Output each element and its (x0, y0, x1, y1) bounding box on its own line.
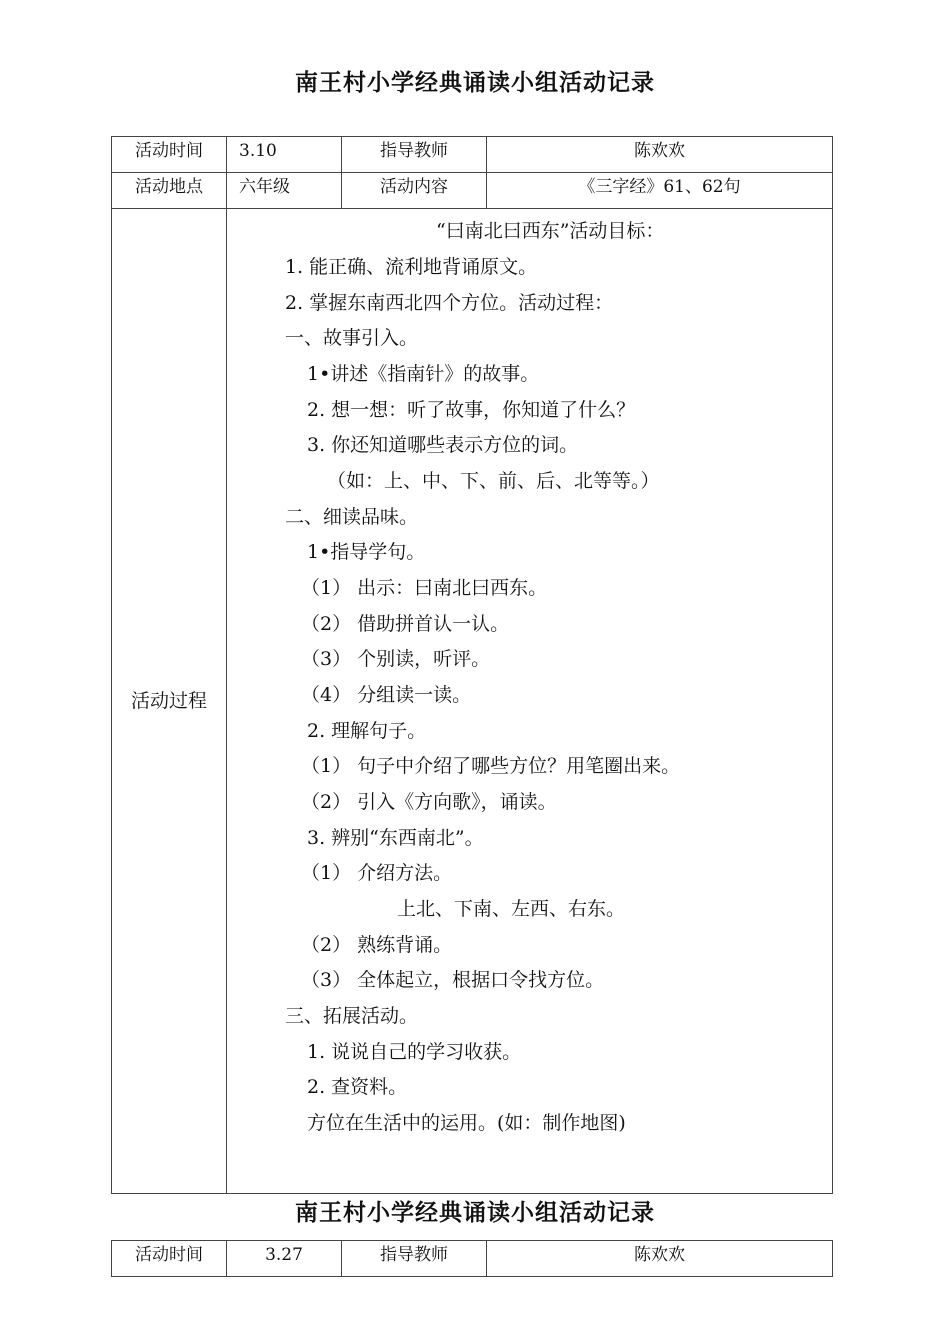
process-line: （1） 句子中介绍了哪些方位？用笔圈出来。 (301, 755, 681, 777)
process-content (227, 209, 833, 1194)
teacher-value: 陈欢欢 (487, 1241, 833, 1277)
process-label: 活动过程 (112, 209, 227, 1194)
time-label: 活动时间 (112, 137, 227, 173)
process-line: 1. 能正确、流利地背诵原文。 (285, 256, 538, 278)
process-line: 2. 理解句子。 (307, 720, 427, 742)
time-value: 3.10 (227, 137, 342, 173)
process-line: （2） 引入《方向歌》，诵读。 (301, 791, 557, 813)
time-value: 3.27 (227, 1241, 342, 1277)
process-line: “曰南北曰西东”活动目标： (436, 220, 665, 242)
process-line: （如：上、中、下、前、后、北等等。） (327, 470, 660, 492)
process-line: 方位在生活中的运用。(如：制作地图) (307, 1112, 626, 1134)
process-line: （2） 熟练背诵。 (301, 934, 453, 956)
process-line: 上北、下南、左西、右东。 (397, 898, 626, 920)
time-label: 活动时间 (112, 1241, 227, 1277)
content-label: 活动内容 (342, 173, 487, 209)
content-value: 《三字经》61、62句 (487, 173, 833, 209)
process-line: 3. 你还知道哪些表示方位的词。 (307, 434, 579, 456)
teacher-label: 指导教师 (342, 1241, 487, 1277)
process-line: （1） 介绍方法。 (301, 862, 453, 884)
process-line: 2. 掌握东南西北四个方位。活动过程： (285, 292, 614, 314)
process-line: 三、拓展活动。 (285, 1005, 419, 1027)
process-line: 一、故事引入。 (285, 327, 419, 349)
process-line: 2. 查资料。 (307, 1076, 408, 1098)
process-line: 3. 辨别“东西南北”。 (307, 827, 484, 849)
process-line: （3） 全体起立，根据口令找方位。 (301, 969, 605, 991)
place-value: 六年级 (227, 173, 342, 209)
process-line: （2） 借助拼首认一认。 (301, 613, 510, 635)
teacher-label: 指导教师 (342, 137, 487, 173)
process-line: （4） 分组读一读。 (301, 684, 472, 706)
activity-record-table-1 (111, 136, 833, 1194)
record-title-1: 南王村小学经典诵读小组活动记录 (295, 70, 655, 96)
process-line: 1. 说说自己的学习收获。 (307, 1041, 522, 1063)
place-label: 活动地点 (112, 173, 227, 209)
process-line: 1•讲述《指南针》的故事。 (307, 363, 540, 385)
process-line: 二、细读品味。 (285, 506, 419, 528)
process-line: 2. 想一想：听了故事，你知道了什么？ (307, 399, 636, 421)
teacher-value: 陈欢欢 (487, 137, 833, 173)
record-title-2: 南王村小学经典诵读小组活动记录 (295, 1200, 655, 1226)
activity-record-table-2 (111, 1240, 833, 1277)
process-line: （3） 个别读，听评。 (301, 648, 491, 670)
process-line: （1） 出示：曰南北曰西东。 (301, 577, 548, 599)
process-line: 1•指导学句。 (307, 541, 426, 563)
